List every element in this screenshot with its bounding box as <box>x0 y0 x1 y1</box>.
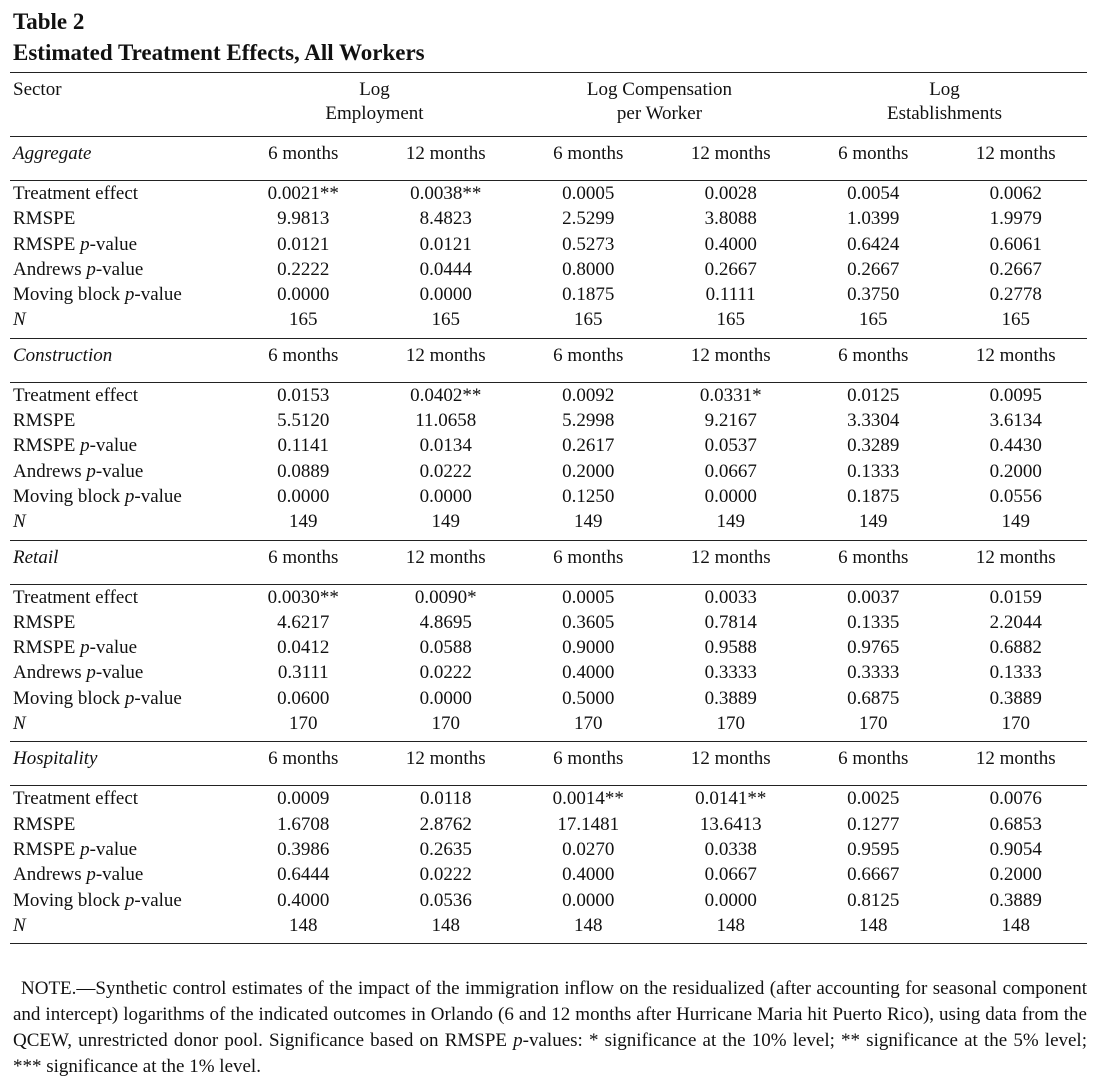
table-cell: 17.1481 <box>557 813 620 835</box>
group-header-compensation <box>517 73 802 137</box>
table-cell: 0.3289 <box>847 435 900 457</box>
row-label <box>10 232 232 257</box>
period-header: 6 months <box>517 137 660 181</box>
row-label <box>10 812 232 837</box>
row-label-text: Moving block <box>13 889 125 911</box>
table-cell: 0.0033 <box>660 584 803 610</box>
group-header-line2: Establishments <box>886 103 1003 124</box>
table-cell: 0.0141** <box>660 786 803 812</box>
row-label-italic: p <box>124 687 135 709</box>
row-label-text: Andrews <box>13 460 87 482</box>
table-cell: 0.6444 <box>277 864 330 886</box>
row-label <box>10 862 232 887</box>
table-note <box>13 976 1087 1080</box>
row-label-text: RMSPE <box>13 838 81 860</box>
row-label-italic: p <box>124 284 135 306</box>
table-cell: 0.0125 <box>802 382 945 408</box>
table-cell: 0.3333 <box>704 662 757 684</box>
period-header: 12 months <box>660 137 803 181</box>
row-label-italic: p <box>124 889 135 911</box>
table-cell: 0.2000 <box>989 864 1042 886</box>
table-cell: 0.3889 <box>704 687 757 709</box>
period-header: 6 months <box>517 742 660 786</box>
note-text-2: -values: * significance at the 10% level; ** significance at the 5% level; *** significance at the 1% level. <box>13 1030 1087 1077</box>
table-cell: 0.0159 <box>945 584 1088 610</box>
table-cell: 0.0889 <box>277 460 330 482</box>
table-cell: 0.0000 <box>704 485 757 507</box>
table-cell: 4.8695 <box>419 611 472 633</box>
table-row <box>10 686 1087 711</box>
table-cell: 9.2167 <box>704 410 757 432</box>
table-cell: 149 <box>859 511 888 533</box>
row-label <box>10 257 232 282</box>
row-label-italic: N <box>13 309 26 331</box>
section-name: Construction <box>10 338 232 382</box>
table-cell: 3.3304 <box>847 410 900 432</box>
period-header: 6 months <box>802 137 945 181</box>
period-header: 6 months <box>232 742 375 786</box>
row-label <box>10 888 232 913</box>
table-cell: 0.0667 <box>704 460 757 482</box>
row-label-italic: p <box>86 258 96 280</box>
table-row <box>10 181 1087 207</box>
table-cell: 0.9054 <box>989 838 1042 860</box>
row-label <box>10 382 232 408</box>
row-label-italic: N <box>13 511 26 533</box>
row-label-text: RMSPE <box>13 611 76 633</box>
row-label <box>10 408 232 433</box>
table-cell: 165 <box>859 309 888 331</box>
table-cell: 0.9000 <box>562 637 615 659</box>
table-row <box>10 610 1087 635</box>
table-cell: 0.0005 <box>517 584 660 610</box>
table-cell: 0.6667 <box>847 864 900 886</box>
table-cell: 0.0121 <box>277 233 330 255</box>
table-cell: 0.0402** <box>375 382 518 408</box>
table-cell: 0.2617 <box>562 435 615 457</box>
table-cell: 0.6853 <box>989 813 1042 835</box>
table-cell: 0.3889 <box>989 889 1042 911</box>
row-label-text: Moving block <box>13 485 125 507</box>
table-cell: 0.0028 <box>660 181 803 207</box>
row-label-text: Treatment effect <box>13 586 139 608</box>
table-cell: 0.0062 <box>945 181 1088 207</box>
note-italic-p: p <box>513 1030 523 1051</box>
table-cell: 0.1335 <box>847 611 900 633</box>
table-cell: 0.4000 <box>277 889 330 911</box>
table-cell: 149 <box>1001 511 1030 533</box>
table-cell: 0.2667 <box>704 258 757 280</box>
period-header: 12 months <box>945 137 1088 181</box>
row-label <box>10 433 232 458</box>
row-label-text: Andrews <box>13 864 87 886</box>
period-header: 6 months <box>517 540 660 584</box>
period-header: 6 months <box>232 540 375 584</box>
row-label-text: RMSPE <box>13 637 81 659</box>
row-label-italic: p <box>80 637 90 659</box>
row-label-suffix: -value <box>89 435 138 457</box>
table-cell: 0.8000 <box>562 258 615 280</box>
row-label <box>10 509 232 540</box>
section-subheader-row <box>10 540 1087 584</box>
table-cell: 170 <box>859 713 888 735</box>
table-cell: 0.0222 <box>419 864 472 886</box>
table-cell: 148 <box>945 913 1088 944</box>
row-label-italic: p <box>80 435 90 457</box>
period-header: 12 months <box>660 540 803 584</box>
row-label-suffix: -value <box>95 662 144 684</box>
row-label-text: Treatment effect <box>13 788 139 810</box>
table-cell: 0.0667 <box>704 864 757 886</box>
period-header: 12 months <box>375 742 518 786</box>
table-cell: 170 <box>574 713 603 735</box>
table-cell: 0.9588 <box>704 637 757 659</box>
table-cell: 165 <box>431 309 460 331</box>
group-header-employment <box>232 73 517 137</box>
table-row <box>10 660 1087 685</box>
table-cell: 0.1277 <box>847 813 900 835</box>
section-subheader-row <box>10 137 1087 181</box>
period-header: 12 months <box>375 540 518 584</box>
table-cell: 0.0222 <box>419 460 472 482</box>
row-label-text: RMSPE <box>13 233 81 255</box>
table-cell: 2.5299 <box>562 208 615 230</box>
row-label-italic: p <box>86 864 96 886</box>
group-header-line1: Log Compensation <box>586 79 733 100</box>
table-cell: 0.0222 <box>419 662 472 684</box>
table-row <box>10 282 1087 307</box>
row-label-italic: p <box>80 838 90 860</box>
section-subheader-row <box>10 338 1087 382</box>
row-label <box>10 660 232 685</box>
period-header: 6 months <box>802 338 945 382</box>
row-label-suffix: -value <box>89 838 138 860</box>
table-cell: 148 <box>375 913 518 944</box>
table-cell: 0.1141 <box>277 435 330 457</box>
table-cell: 0.0000 <box>419 284 472 306</box>
row-label-suffix: -value <box>95 864 144 886</box>
table-cell: 0.0014** <box>517 786 660 812</box>
section-name: Aggregate <box>10 137 232 181</box>
group-header-line2: Employment <box>325 103 424 124</box>
row-label-suffix: -value <box>134 889 182 911</box>
row-label-text: Moving block <box>13 687 125 709</box>
table-cell: 149 <box>574 511 603 533</box>
table-cell: 0.1875 <box>847 485 900 507</box>
table-cell: 0.1333 <box>847 460 900 482</box>
row-label-text: Moving block <box>13 284 125 306</box>
table-row <box>10 206 1087 231</box>
row-label <box>10 206 232 231</box>
table-cell: 0.0121 <box>419 233 472 255</box>
table-cell: 0.0600 <box>277 687 330 709</box>
table-cell: 11.0658 <box>415 410 477 432</box>
table-cell: 149 <box>289 511 318 533</box>
table-cell: 0.2000 <box>562 460 615 482</box>
row-label <box>10 181 232 207</box>
table-cell: 0.0000 <box>562 889 615 911</box>
table-cell: 0.9595 <box>847 838 900 860</box>
table-cell: 0.0556 <box>989 485 1042 507</box>
table-cell: 0.0092 <box>517 382 660 408</box>
row-label-suffix: -value <box>89 233 138 255</box>
section-subheader-row <box>10 742 1087 786</box>
table-cell: 9.9813 <box>277 208 330 230</box>
table-cell: 0.0412 <box>277 637 330 659</box>
table-cell: 0.4430 <box>989 435 1042 457</box>
section-name: Hospitality <box>10 742 232 786</box>
table-cell: 0.6061 <box>989 233 1042 255</box>
table-cell: 0.2222 <box>277 258 330 280</box>
table-cell: 0.0134 <box>419 435 472 457</box>
period-header: 12 months <box>945 540 1088 584</box>
table-cell: 2.8762 <box>419 813 472 835</box>
table-cell: 0.2635 <box>419 838 472 860</box>
table-cell: 0.0588 <box>419 637 472 659</box>
period-header: 12 months <box>945 742 1088 786</box>
table-row <box>10 888 1087 913</box>
table-cell: 2.2044 <box>989 611 1042 633</box>
table-row <box>10 382 1087 408</box>
period-header: 12 months <box>660 338 803 382</box>
table-cell: 0.1333 <box>989 662 1042 684</box>
table-cell: 0.0000 <box>277 284 330 306</box>
period-header: 6 months <box>802 742 945 786</box>
table-cell: 0.0118 <box>375 786 518 812</box>
table-cell: 148 <box>660 913 803 944</box>
table-cell: 0.8125 <box>847 889 900 911</box>
period-header: 6 months <box>802 540 945 584</box>
table-cell: 0.0000 <box>419 485 472 507</box>
table-row <box>10 232 1087 257</box>
row-label-text: Treatment effect <box>13 384 139 406</box>
row-label <box>10 282 232 307</box>
row-label <box>10 610 232 635</box>
table-row <box>10 812 1087 837</box>
row-label <box>10 686 232 711</box>
table-cell: 0.0030** <box>232 584 375 610</box>
table-cell: 1.9979 <box>989 208 1042 230</box>
period-header: 12 months <box>945 338 1088 382</box>
table-cell: 0.3986 <box>277 838 330 860</box>
table-cell: 0.0095 <box>945 382 1088 408</box>
table-cell: 165 <box>716 309 745 331</box>
row-label-italic: N <box>13 713 26 735</box>
table-cell: 0.3333 <box>847 662 900 684</box>
table-row <box>10 307 1087 338</box>
table-cell: 0.2667 <box>847 258 900 280</box>
table-cell: 0.3605 <box>562 611 615 633</box>
table-cell: 0.2000 <box>989 460 1042 482</box>
row-label <box>10 484 232 509</box>
row-label-italic: N <box>13 914 26 936</box>
table-row <box>10 509 1087 540</box>
table-cell: 170 <box>716 713 745 735</box>
row-label-text: Treatment effect <box>13 183 139 204</box>
row-label-text: Andrews <box>13 258 87 280</box>
row-label <box>10 584 232 610</box>
row-label-suffix: -value <box>134 485 182 507</box>
table-row <box>10 786 1087 812</box>
period-header: 6 months <box>517 338 660 382</box>
table-cell: 4.6217 <box>277 611 330 633</box>
table-cell: 148 <box>232 913 375 944</box>
table-cell: 0.0090* <box>375 584 518 610</box>
table-cell: 0.6424 <box>847 233 900 255</box>
period-header: 6 months <box>232 338 375 382</box>
table-row <box>10 913 1087 944</box>
row-label-italic: p <box>80 233 90 255</box>
row-label-suffix: -value <box>134 687 182 709</box>
results-table-body <box>10 73 1087 944</box>
table-cell: 0.0537 <box>704 435 757 457</box>
table-row <box>10 408 1087 433</box>
table-row <box>10 484 1087 509</box>
table-cell: 0.0153 <box>232 382 375 408</box>
table-cell: 0.0005 <box>517 181 660 207</box>
row-label <box>10 711 232 742</box>
table-cell: 0.0076 <box>945 786 1088 812</box>
group-header-line1: Log <box>929 79 960 100</box>
table-cell: 0.4000 <box>704 233 757 255</box>
table-cell: 0.9765 <box>847 637 900 659</box>
table-caption: Estimated Treatment Effects, All Workers <box>13 40 425 65</box>
table-cell: 1.6708 <box>277 813 330 835</box>
table-cell: 13.6413 <box>699 813 762 835</box>
header-row <box>10 73 1087 137</box>
section-name: Retail <box>10 540 232 584</box>
group-header-line1: Log <box>359 79 390 100</box>
table-cell: 149 <box>431 511 460 533</box>
table-cell: 5.2998 <box>562 410 615 432</box>
table-row <box>10 862 1087 887</box>
table-cell: 170 <box>431 713 460 735</box>
row-label <box>10 459 232 484</box>
table-cell: 165 <box>574 309 603 331</box>
table-row <box>10 837 1087 862</box>
table-cell: 0.1111 <box>705 284 756 306</box>
table-cell: 0.0037 <box>802 584 945 610</box>
table-cell: 148 <box>802 913 945 944</box>
table-row <box>10 711 1087 742</box>
table-cell: 0.0021** <box>232 181 375 207</box>
table-cell: 0.4000 <box>562 662 615 684</box>
table-cell: 0.0025 <box>802 786 945 812</box>
table-row <box>10 257 1087 282</box>
table-cell: 170 <box>289 713 318 735</box>
row-label <box>10 307 232 338</box>
table-cell: 5.5120 <box>277 410 330 432</box>
table-cell: 0.1875 <box>562 284 615 306</box>
row-label-italic: p <box>86 662 96 684</box>
row-label-text: Andrews <box>13 662 87 684</box>
row-label-suffix: -value <box>95 258 144 280</box>
table-row <box>10 584 1087 610</box>
period-header: 12 months <box>375 338 518 382</box>
table-cell: 0.4000 <box>562 864 615 886</box>
table-cell: 0.0338 <box>704 838 757 860</box>
table-cell: 165 <box>1001 309 1030 331</box>
row-label-suffix: -value <box>95 460 144 482</box>
table-row <box>10 635 1087 660</box>
table-cell: 0.2667 <box>989 258 1042 280</box>
table-label: Table 2 <box>13 9 85 34</box>
table-row <box>10 459 1087 484</box>
table-cell: 0.0054 <box>802 181 945 207</box>
group-header-line2: per Worker <box>616 103 703 124</box>
table-cell: 0.3889 <box>989 687 1042 709</box>
table-cell: 0.0444 <box>419 258 472 280</box>
row-label-suffix: -value <box>89 637 138 659</box>
period-header: 6 months <box>232 137 375 181</box>
row-label-text: RMSPE <box>13 410 76 432</box>
table-cell: 0.5273 <box>562 233 615 255</box>
row-label <box>10 635 232 660</box>
row-label-text: RMSPE <box>13 435 81 457</box>
note-text-1: NOTE.—Synthetic control estimates of the impact of the immigration inflow on the residualized (after accounting for seasonal component and intercept) logarithms of the indicated outcomes in Orlando (6 and 12 months after Hurricane Maria hit Puerto Rico), using data from the QCEW, unrestricted donor pool. Significance based on RMSPE <box>13 978 1087 1051</box>
row-label-italic: p <box>124 485 135 507</box>
row-label-text: RMSPE <box>13 813 76 835</box>
table-cell: 170 <box>1001 713 1030 735</box>
row-label <box>10 837 232 862</box>
table-cell: 0.0536 <box>419 889 472 911</box>
table-cell: 0.0331* <box>660 382 803 408</box>
period-header: 12 months <box>660 742 803 786</box>
table-cell: 0.0000 <box>419 687 472 709</box>
table-cell: 148 <box>517 913 660 944</box>
row-label-suffix: -value <box>134 284 182 306</box>
sector-header: Sector <box>10 73 232 137</box>
period-header: 12 months <box>375 137 518 181</box>
table-cell: 0.3750 <box>847 284 900 306</box>
table-cell: 8.4823 <box>419 208 472 230</box>
table-cell: 0.0270 <box>562 838 615 860</box>
table-cell: 0.0000 <box>277 485 330 507</box>
table-cell: 3.6134 <box>989 410 1042 432</box>
row-label-italic: p <box>86 460 96 482</box>
table-cell: 0.3111 <box>277 662 329 684</box>
group-header-establishments <box>802 73 1087 137</box>
table-cell: 0.0038** <box>375 181 518 207</box>
table-cell: 0.5000 <box>562 687 615 709</box>
table-cell: 0.0009 <box>232 786 375 812</box>
table-cell: 0.2778 <box>989 284 1042 306</box>
table-cell: 0.6882 <box>989 637 1042 659</box>
table-cell: 149 <box>716 511 745 533</box>
table-cell: 0.0000 <box>704 889 757 911</box>
results-table <box>10 72 1087 944</box>
table-cell: 0.6875 <box>847 687 900 709</box>
table-row <box>10 433 1087 458</box>
table-cell: 0.1250 <box>562 485 615 507</box>
table-cell: 165 <box>289 309 318 331</box>
table-cell: 3.8088 <box>704 208 757 230</box>
table-cell: 0.7814 <box>704 611 757 633</box>
row-label-text: RMSPE <box>13 208 76 230</box>
row-label <box>10 786 232 812</box>
row-label <box>10 913 232 944</box>
table-cell: 1.0399 <box>847 208 900 230</box>
